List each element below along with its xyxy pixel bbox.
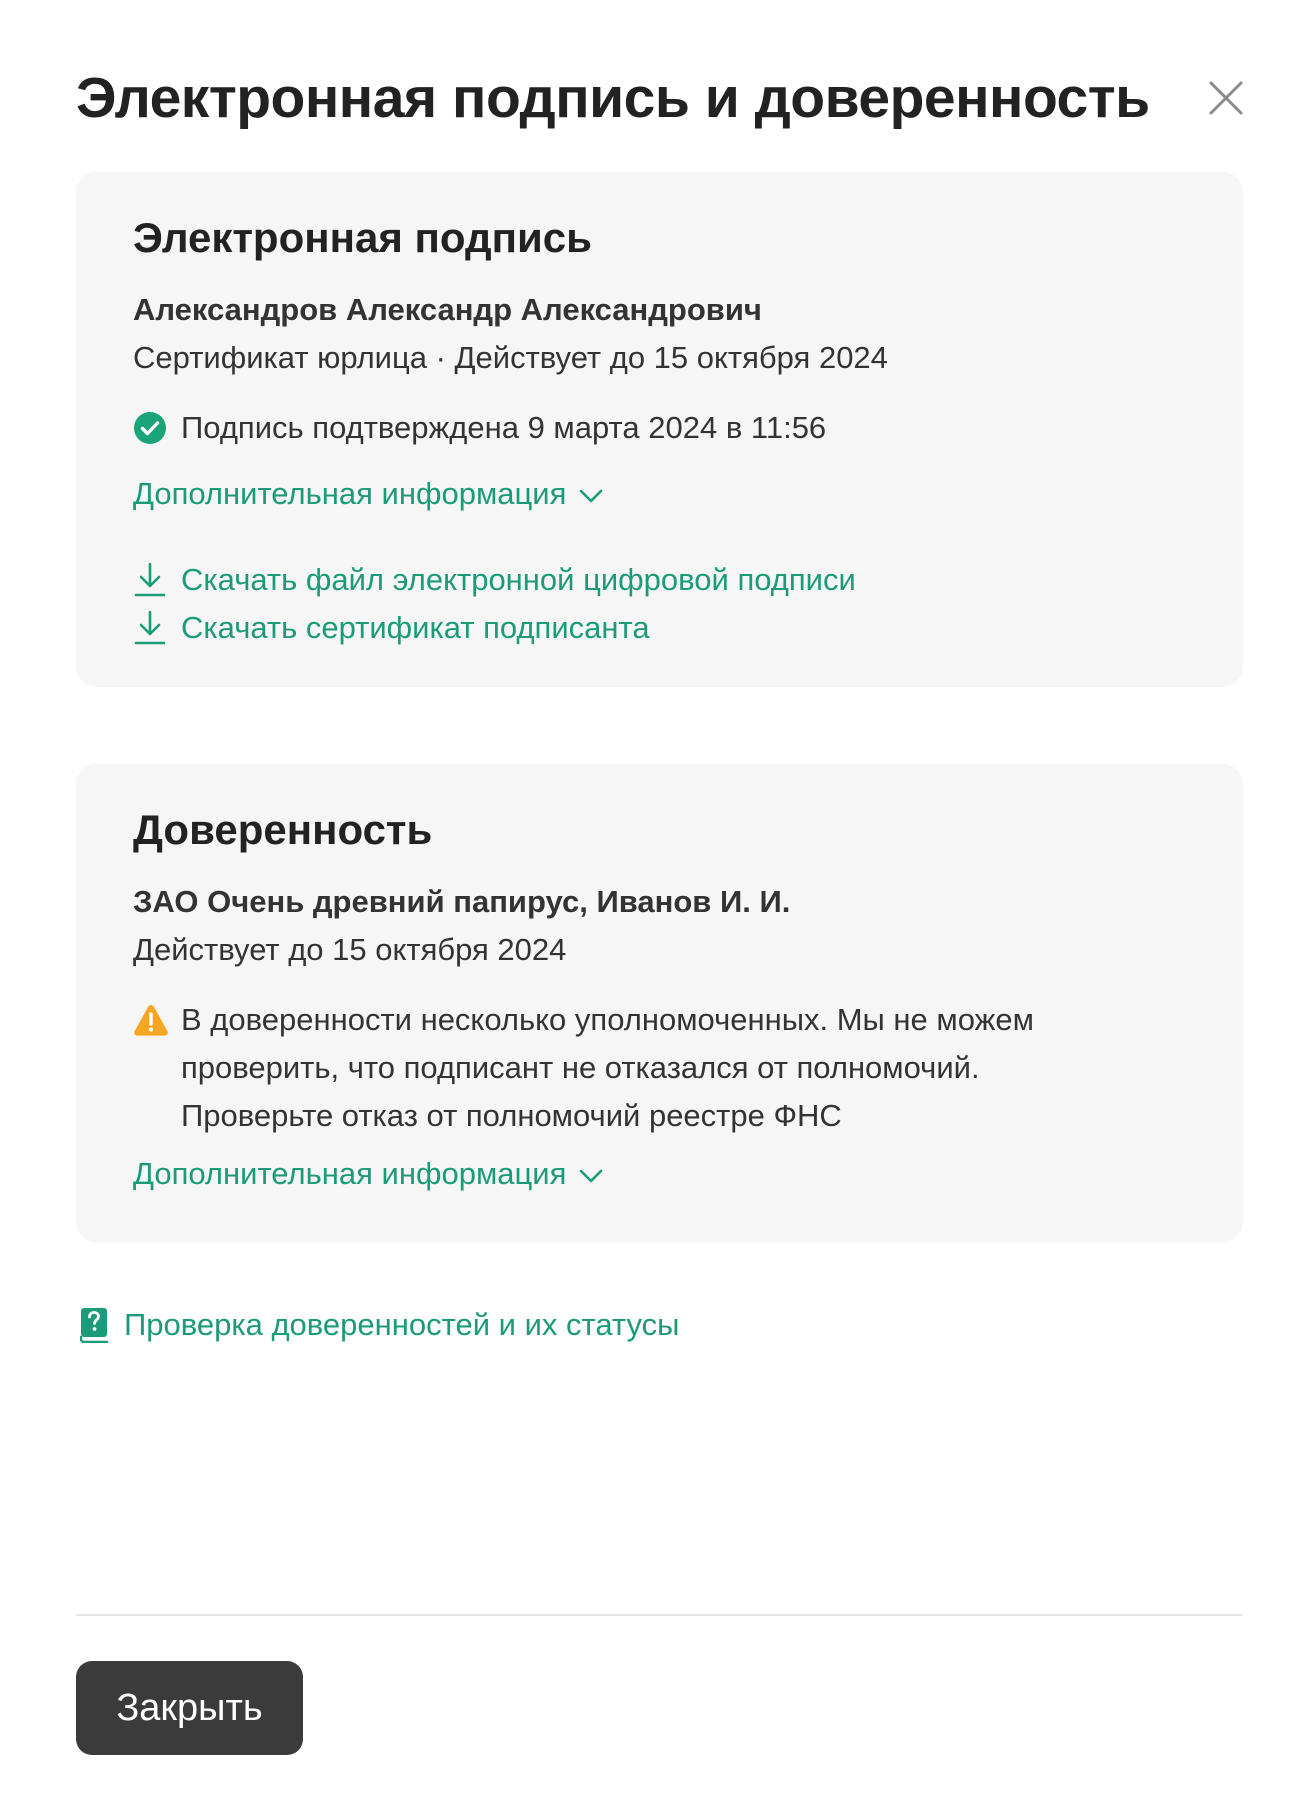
certificate-info: Сертификат юрлица · Действует до 15 октября 2024 <box>133 340 888 375</box>
chevron-down-icon <box>578 1168 604 1184</box>
download-signature-file-label: Скачать файл электронной цифровой подписи <box>181 562 856 597</box>
chevron-down-icon <box>578 488 604 504</box>
more-info-label: Дополнительная информация <box>133 1156 567 1191</box>
proxy-check-help-label: Проверка доверенностей и их статусы <box>124 1307 680 1342</box>
proxy-warning <box>133 1000 1034 1140</box>
dialog-title: Электронная подпись и доверенность <box>76 66 1150 130</box>
signature-status <box>133 408 826 448</box>
proxy-card-title: Доверенность <box>133 806 433 853</box>
signature-card-title: Электронная подпись <box>133 214 592 261</box>
proxy-warning-text <box>181 996 1034 1140</box>
warning-line: В доверенности несколько уполномоченных. Мы не можем <box>181 1002 1034 1037</box>
download-icon <box>133 562 167 598</box>
signature-status-text: Подпись подтверждена 9 марта 2024 в 11:56 <box>181 410 827 445</box>
download-certificate-link[interactable] <box>133 608 650 648</box>
warning-icon <box>133 1003 167 1037</box>
help-book-icon <box>80 1307 108 1343</box>
proxy-card <box>76 764 1243 1242</box>
more-info-label: Дополнительная информация <box>133 476 567 511</box>
warning-line: Проверьте отказ от полномочий реестре ФНС <box>181 1098 842 1133</box>
warning-line: проверить, что подписант не отказался от полномочий. <box>181 1050 980 1085</box>
download-signature-file-link[interactable] <box>133 560 856 600</box>
signature-more-info-link[interactable] <box>133 474 604 514</box>
footer-divider <box>76 1614 1243 1616</box>
proxy-check-help-link[interactable] <box>80 1305 679 1345</box>
signature-card <box>76 172 1243 687</box>
proxy-issuer: ЗАО Очень древний папирус, Иванов И. И. <box>133 884 791 919</box>
download-certificate-label: Скачать сертификат подписанта <box>181 610 650 645</box>
check-circle-icon <box>133 411 167 445</box>
signer-name: Александров Александр Александрович <box>133 292 762 327</box>
proxy-validity: Действует до 15 октября 2024 <box>133 932 567 967</box>
download-icon <box>133 610 167 646</box>
close-button[interactable]: Закрыть <box>76 1661 303 1755</box>
close-icon[interactable] <box>1202 74 1250 122</box>
proxy-more-info-link[interactable] <box>133 1154 604 1194</box>
